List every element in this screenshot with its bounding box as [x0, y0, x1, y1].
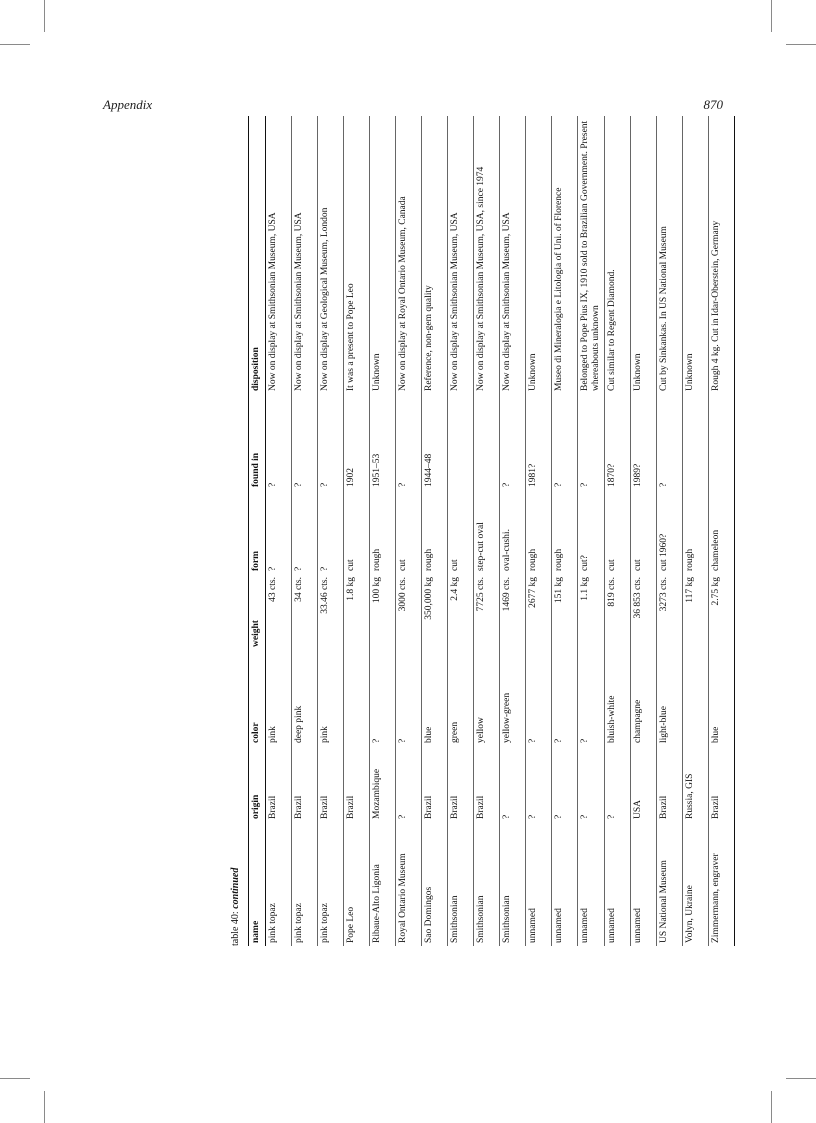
cell-disposition: Cut by Sinkankas. In US National Museum	[657, 116, 683, 394]
cell-origin: Brazil	[292, 746, 318, 822]
cell-color: blue	[422, 650, 448, 746]
cell-name: Zimmermann, engraver	[709, 822, 735, 946]
cell-form: cut	[631, 490, 657, 574]
caption-prefix: table 40:	[230, 911, 241, 946]
table-row	[500, 116, 526, 946]
cell-color: ?	[578, 650, 605, 746]
cell-disposition: Unknown	[631, 116, 657, 394]
cell-origin: Brazil	[709, 746, 735, 822]
column-header-disposition: disposition	[249, 116, 266, 394]
table-row	[266, 116, 292, 946]
cell-weight: 7725 cts.	[474, 574, 500, 650]
cell-origin: ?	[526, 746, 552, 822]
cell-color: ?	[370, 650, 396, 746]
cell-origin: Brazil	[657, 746, 683, 822]
cell-weight: 2677 kg	[526, 574, 552, 650]
cell-name: Ribaue-Alto Ligonia	[370, 822, 396, 946]
cell-form: rough	[422, 490, 448, 574]
crop-mark	[44, 1091, 45, 1123]
cell-color: deep pink	[292, 650, 318, 746]
cell-color: ?	[396, 650, 422, 746]
cell-found-in: 1981?	[526, 394, 552, 490]
cell-origin: USA	[631, 746, 657, 822]
cell-name: unnamed	[605, 822, 631, 946]
cell-found-in: 1989?	[631, 394, 657, 490]
cell-found-in: ?	[552, 394, 578, 490]
cell-form: cut?	[578, 490, 605, 574]
cell-color: light-blue	[657, 650, 683, 746]
cell-found-in: ?	[500, 394, 526, 490]
cell-name: Smithsonian	[474, 822, 500, 946]
cell-form: cut	[344, 490, 370, 574]
table-header-row	[249, 116, 266, 946]
cell-name: pink topaz	[266, 822, 292, 946]
cell-origin: ?	[552, 746, 578, 822]
cell-weight: 1.8 kg	[344, 574, 370, 650]
cell-weight: 1.1 kg	[578, 574, 605, 650]
cell-form: rough	[526, 490, 552, 574]
cell-origin: Russia, GIS	[683, 746, 709, 822]
cell-origin: ?	[605, 746, 631, 822]
cell-weight: 3000 cts.	[396, 574, 422, 650]
table-row	[448, 116, 474, 946]
column-header-found-in: found in	[249, 394, 266, 490]
cell-found-in: ?	[396, 394, 422, 490]
cell-form: ?	[318, 490, 344, 574]
cell-disposition: Now on display at Smithsonian Museum, USA	[500, 116, 526, 394]
cell-color: yellow	[474, 650, 500, 746]
cell-origin: Brazil	[474, 746, 500, 822]
cell-color: champagne	[631, 650, 657, 746]
cell-found-in: ?	[657, 394, 683, 490]
cell-weight: 34 cts.	[292, 574, 318, 650]
cell-found-in: 1944–48	[422, 394, 448, 490]
cell-found-in	[474, 394, 500, 490]
table-row	[605, 116, 631, 946]
column-header-form: form	[249, 490, 266, 574]
cell-disposition: Unknown	[683, 116, 709, 394]
cell-weight: 33.46 cts.	[318, 574, 344, 650]
cell-found-in: ?	[266, 394, 292, 490]
cell-form: cut	[396, 490, 422, 574]
cell-origin: Brazil	[422, 746, 448, 822]
table-row	[631, 116, 657, 946]
cell-disposition: Cut similar to Regent Diamond.	[605, 116, 631, 394]
table-row	[526, 116, 552, 946]
cell-name: US National Museum	[657, 822, 683, 946]
cell-form: cut	[605, 490, 631, 574]
cell-form: oval-cushi.	[500, 490, 526, 574]
table-row	[344, 116, 370, 946]
cell-color	[683, 650, 709, 746]
column-header-origin: origin	[249, 746, 266, 822]
cell-disposition: Now on display at Smithsonian Museum, USA	[266, 116, 292, 394]
cell-weight: 151 kg	[552, 574, 578, 650]
cell-weight: 43 cts.	[266, 574, 292, 650]
cell-origin: ?	[578, 746, 605, 822]
column-header-weight: weight	[249, 574, 266, 650]
table-row	[318, 116, 344, 946]
table-row	[683, 116, 709, 946]
cell-name: unnamed	[552, 822, 578, 946]
cell-found-in	[448, 394, 474, 490]
cell-name: Smithsonian	[500, 822, 526, 946]
cell-name: unnamed	[578, 822, 605, 946]
table-row	[422, 116, 448, 946]
table-row	[709, 116, 735, 946]
cell-weight: 117 kg	[683, 574, 709, 650]
cell-found-in: ?	[318, 394, 344, 490]
column-header-name: name	[249, 822, 266, 946]
cell-weight: 36 853 cts.	[631, 574, 657, 650]
cell-disposition: Now on display at Smithsonian Museum, USA, since 1974	[474, 116, 500, 394]
cell-weight: 1469 cts.	[500, 574, 526, 650]
cell-disposition: It was a present to Pope Leo	[344, 116, 370, 394]
rotated-table-block	[226, 116, 740, 946]
crop-mark	[786, 1078, 816, 1079]
cell-origin: Mozambique	[370, 746, 396, 822]
cell-origin: ?	[396, 746, 422, 822]
crop-mark	[0, 1078, 30, 1079]
cell-color	[344, 650, 370, 746]
cell-name: unnamed	[526, 822, 552, 946]
cell-origin: Brazil	[344, 746, 370, 822]
cell-weight: 2.75 kg	[709, 574, 735, 650]
table-row	[657, 116, 683, 946]
cell-form: rough	[552, 490, 578, 574]
cell-disposition: Belonged to Pope Pius IX, 1910 sold to Brazilian Government. Present whereabouts unknown	[578, 116, 605, 394]
cell-disposition: Rough 4 kg. Cut in Idar-Oberstein, Germany	[709, 116, 735, 394]
cell-weight: 819 cts.	[605, 574, 631, 650]
cell-form: step-cut oval	[474, 490, 500, 574]
cell-origin: ?	[500, 746, 526, 822]
page-number: 870	[703, 97, 723, 112]
cell-name: pink topaz	[292, 822, 318, 946]
cell-weight: 100 kg	[370, 574, 396, 650]
running-header-section: Appendix	[103, 97, 153, 112]
cell-origin: Brazil	[266, 746, 292, 822]
cell-disposition: Now on display at Smithsonian Museum, USA	[292, 116, 318, 394]
table-row	[578, 116, 605, 946]
cell-form: chameleon	[709, 490, 735, 574]
table-row	[552, 116, 578, 946]
cell-color: bluish-white	[605, 650, 631, 746]
cell-color: yellow-green	[500, 650, 526, 746]
cell-form: cut	[448, 490, 474, 574]
cell-found-in: ?	[292, 394, 318, 490]
cell-name: unnamed	[631, 822, 657, 946]
table-body	[266, 116, 735, 946]
cell-origin: Brazil	[448, 746, 474, 822]
table-row	[292, 116, 318, 946]
column-header-color: color	[249, 650, 266, 746]
cell-weight: 3273 cts.	[657, 574, 683, 650]
cell-name: Volyn, Ukraine	[683, 822, 709, 946]
cell-weight: 2.4 kg	[448, 574, 474, 650]
cell-origin: Brazil	[318, 746, 344, 822]
cell-disposition: Unknown	[370, 116, 396, 394]
cell-found-in: 1902	[344, 394, 370, 490]
cell-disposition: Museo di Mineralogia e Litologia of Uni. of Florence	[552, 116, 578, 394]
cell-weight: 350,000 kg	[422, 574, 448, 650]
cell-color: pink	[266, 650, 292, 746]
cell-form: ?	[292, 490, 318, 574]
cell-disposition: Now on display at Royal Ontario Museum, Canada	[396, 116, 422, 394]
cell-form: cut 1960?	[657, 490, 683, 574]
crop-mark	[771, 0, 772, 32]
cell-color: blue	[709, 650, 735, 746]
crop-mark	[786, 44, 816, 45]
cell-color: pink	[318, 650, 344, 746]
crop-mark	[771, 1091, 772, 1123]
cell-disposition: Now on display at Geological Museum, London	[318, 116, 344, 394]
cell-found-in: ?	[578, 394, 605, 490]
caption-suffix: continued	[230, 867, 241, 909]
cell-form: ?	[266, 490, 292, 574]
cell-color: green	[448, 650, 474, 746]
cell-name: Sao Domingos	[422, 822, 448, 946]
cell-form: rough	[683, 490, 709, 574]
table-caption	[226, 868, 246, 946]
cell-found-in	[683, 394, 709, 490]
cell-disposition: Reference, non-gem quality	[422, 116, 448, 394]
crop-mark	[0, 44, 30, 45]
crop-mark	[44, 0, 45, 32]
cell-name: Pope Leo	[344, 822, 370, 946]
cell-name: pink topaz	[318, 822, 344, 946]
cell-color: ?	[526, 650, 552, 746]
cell-found-in: 1951–53	[370, 394, 396, 490]
cell-disposition: Unknown	[526, 116, 552, 394]
table-row	[370, 116, 396, 946]
cell-found-in: 1870?	[605, 394, 631, 490]
cell-name: Royal Ontario Museum	[396, 822, 422, 946]
table-row	[474, 116, 500, 946]
cell-color: ?	[552, 650, 578, 746]
cell-name: Smithsonian	[448, 822, 474, 946]
table-row	[396, 116, 422, 946]
cell-form: rough	[370, 490, 396, 574]
cell-disposition: Now on display at Smithsonian Museum, USA	[448, 116, 474, 394]
cell-found-in	[709, 394, 735, 490]
data-table	[248, 116, 735, 946]
